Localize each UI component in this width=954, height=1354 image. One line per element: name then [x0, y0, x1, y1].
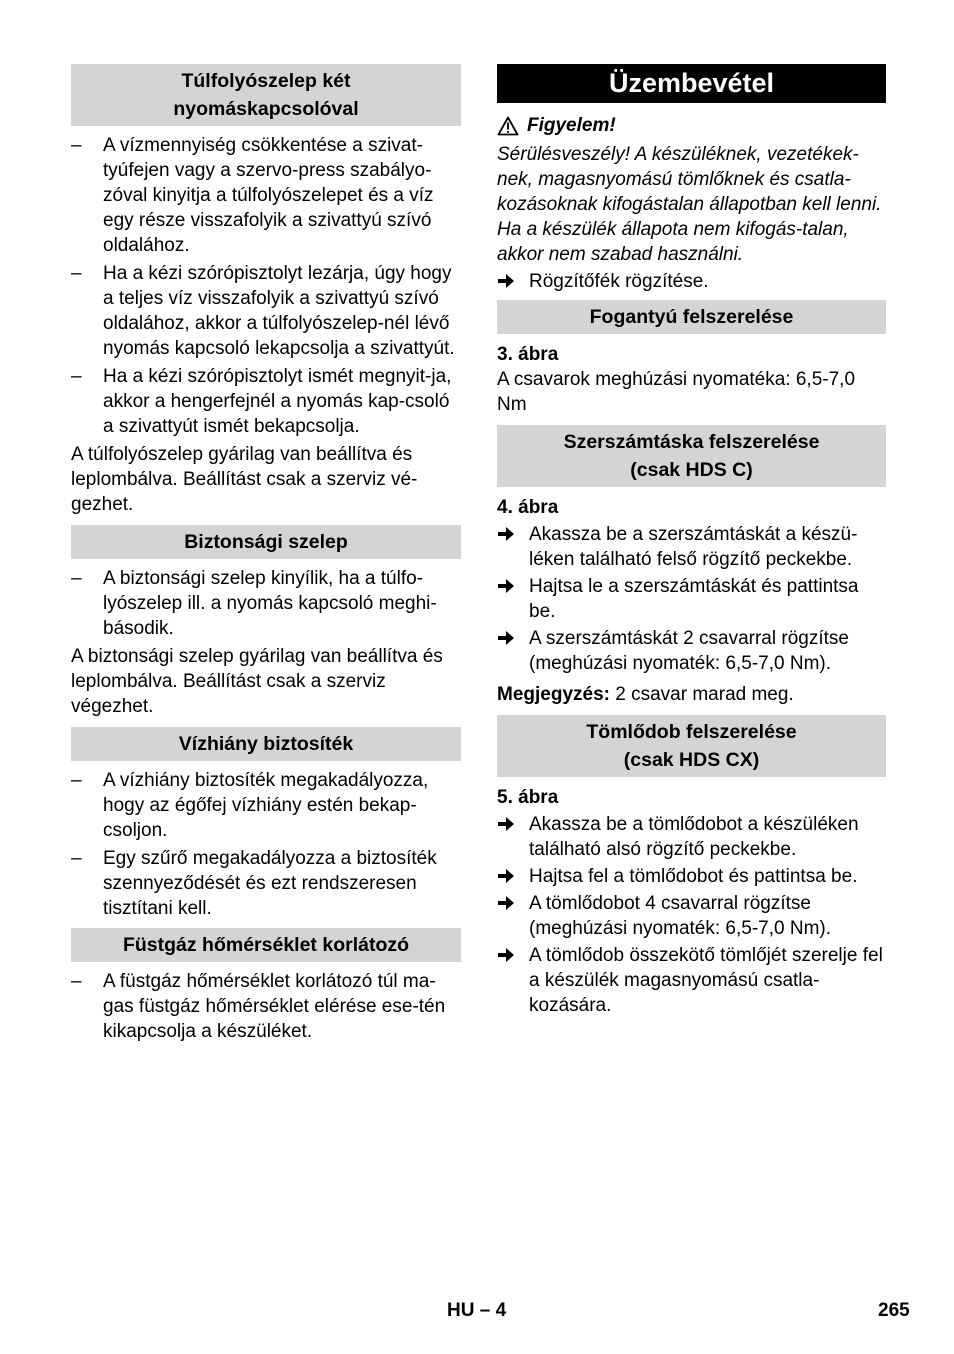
left-column — [71, 64, 461, 1047]
list-item-text: Ha a kézi szórópisztolyt ismét megnyit-ja, akkor a hengerfejnél a nyomás kap-csoló a szivattyút ismét bekapcsolja. — [103, 366, 452, 437]
list-item — [71, 566, 461, 641]
dash-list — [71, 969, 461, 1044]
arrow-right-icon — [497, 947, 515, 963]
list-item — [71, 846, 461, 921]
warning-title — [497, 113, 886, 138]
list-item-text: Egy szűrő megakadályozza a biztosíték szennyeződését és ezt rendszeresen tisztítani kell. — [103, 848, 437, 919]
arrow-right-icon — [497, 578, 515, 594]
arrow-right-icon — [497, 868, 515, 884]
footer-section-label: HU – 4 — [447, 1300, 507, 1321]
section-heading-hose-reel — [497, 715, 886, 777]
arrow-right-icon — [497, 816, 515, 832]
list-item-text: Rögzítőfék rögzítése. — [529, 271, 709, 292]
list-item — [71, 364, 461, 439]
dash-list — [71, 566, 461, 641]
heading-line: Biztonsági szelep — [184, 531, 348, 553]
heading-line: Vízhiány biztosíték — [178, 733, 354, 755]
section-heading-handle — [497, 300, 886, 334]
warning-text: Sérülésveszély! A készüléknek, vezetékek-nek, magasnyomású tömlőknek és csatla-kozásoknak kifogástalan állapotban kell lenni. Ha a készülék állapota nem kifogás-talan, akkor nem szabad használni. — [497, 144, 882, 265]
paragraph: A csavarok meghúzási nyomatéka: 6,5-7,0 Nm — [497, 369, 856, 415]
list-item — [497, 269, 886, 294]
arrow-list — [497, 812, 886, 1018]
warning-block — [497, 113, 886, 267]
heading-line: Fogantyú felszerelése — [589, 306, 794, 328]
arrow-right-icon — [497, 895, 515, 911]
dash-bullet: – — [71, 366, 82, 387]
warning-title-text: Figyelem! — [527, 115, 616, 136]
list-item — [71, 969, 461, 1044]
section-heading-overflow-valve — [71, 64, 461, 126]
section-heading-safety-valve — [71, 525, 461, 559]
figure-reference: 4. ábra — [497, 497, 559, 518]
list-item-text: Ha a kézi szórópisztolyt lezárja, úgy hogy a teljes víz visszafolyik a szivattyú szívó oldalához, akkor a túlfolyószelep-nél lévő nyomás kapcsoló lekapcsolja a szivattyút. — [103, 263, 455, 359]
list-item-text: Akassza be a szerszámtáskát a készü-léken található felső rögzítő peckekbe. — [529, 524, 858, 570]
dash-bullet: – — [71, 770, 82, 791]
list-item-text: Hajtsa le a szerszámtáskát és pattintsa be. — [529, 576, 859, 622]
note-text: 2 csavar marad meg. — [609, 684, 794, 705]
arrow-right-icon — [497, 273, 515, 289]
dash-bullet: – — [71, 135, 82, 156]
dash-list — [71, 768, 461, 921]
right-column — [497, 64, 886, 1024]
list-item — [497, 812, 886, 862]
page-number: 265 — [878, 1300, 910, 1321]
list-item-text: A biztonsági szelep kinyílik, ha a túlfo-lyószelep ill. a nyomás kapcsoló meghi-básodik. — [103, 568, 437, 639]
heading-line: (csak HDS CX) — [623, 749, 760, 771]
dash-bullet: – — [71, 971, 82, 992]
list-item-text: A vízhiány biztosíték megakadályozza, hogy az égőfej vízhiány estén bekap-csoljon. — [103, 770, 429, 841]
list-item-text: Hajtsa fel a tömlődobot és pattintsa be. — [529, 866, 858, 887]
list-item-text: Akassza be a tömlődobot a készüléken található alsó rögzítő peckekbe. — [529, 814, 859, 860]
arrow-right-icon — [497, 526, 515, 542]
main-heading: Üzembevétel — [497, 64, 886, 103]
heading-line: Füstgáz hőmérséklet korlátozó — [122, 934, 410, 956]
warning-triangle-icon — [497, 116, 519, 136]
list-item — [497, 891, 886, 941]
paragraph: A biztonsági szelep gyárilag van beállítva és leplombálva. Beállítást csak a szerviz végezhet. — [71, 646, 443, 717]
heading-line: (csak HDS C) — [630, 459, 753, 481]
arrow-list — [497, 269, 886, 294]
list-item — [497, 574, 886, 624]
note-label: Megjegyzés: — [497, 684, 610, 705]
list-item-text: A szerszámtáskát 2 csavarral rögzítse (meghúzási nyomaték: 6,5-7,0 Nm). — [529, 628, 849, 674]
figure-reference: 3. ábra — [497, 344, 559, 365]
heading-line: Szerszámtáska felszerelése — [563, 431, 820, 453]
section-heading-tool-bag — [497, 425, 886, 487]
arrow-list — [497, 522, 886, 676]
heading-line: Túlfolyószelep két — [181, 70, 351, 92]
list-item — [497, 626, 886, 676]
figure-reference: 5. ábra — [497, 787, 559, 808]
list-item — [71, 261, 461, 361]
heading-line: nyomáskapcsolóval — [173, 98, 359, 120]
dash-list — [71, 133, 461, 439]
list-item — [71, 768, 461, 843]
list-item-text: A füstgáz hőmérséklet korlátozó túl ma-gas füstgáz hőmérséklet elérése ese-tén kikapcsolja a készüléket. — [103, 971, 446, 1042]
section-heading-water-shortage — [71, 727, 461, 761]
dash-bullet: – — [71, 263, 82, 284]
paragraph: A túlfolyószelep gyárilag van beállítva és leplombálva. Beállítást csak a szerviz vé-gezhet. — [71, 444, 418, 515]
list-item — [497, 864, 886, 889]
heading-line: Tömlődob felszerelése — [586, 721, 797, 743]
list-item — [71, 133, 461, 258]
arrow-right-icon — [497, 630, 515, 646]
dash-bullet: – — [71, 568, 82, 589]
note — [497, 682, 886, 707]
section-heading-flue-gas — [71, 928, 461, 962]
dash-bullet: – — [71, 848, 82, 869]
list-item — [497, 943, 886, 1018]
list-item-text: A tömlődob összekötő tömlőjét szerelje fel a készülék magasnyomású csatla-kozására. — [529, 945, 883, 1016]
list-item — [497, 522, 886, 572]
list-item-text: A vízmennyiség csökkentése a szivat-tyúfejen vagy a szervo-press szabályo-zóval kinyitja a túlfolyószelepet és a víz egy része visszafolyik a szivattyú szívó oldalához. — [103, 135, 434, 256]
list-item-text: A tömlődobot 4 csavarral rögzítse (meghúzási nyomaték: 6,5-7,0 Nm). — [529, 893, 832, 939]
